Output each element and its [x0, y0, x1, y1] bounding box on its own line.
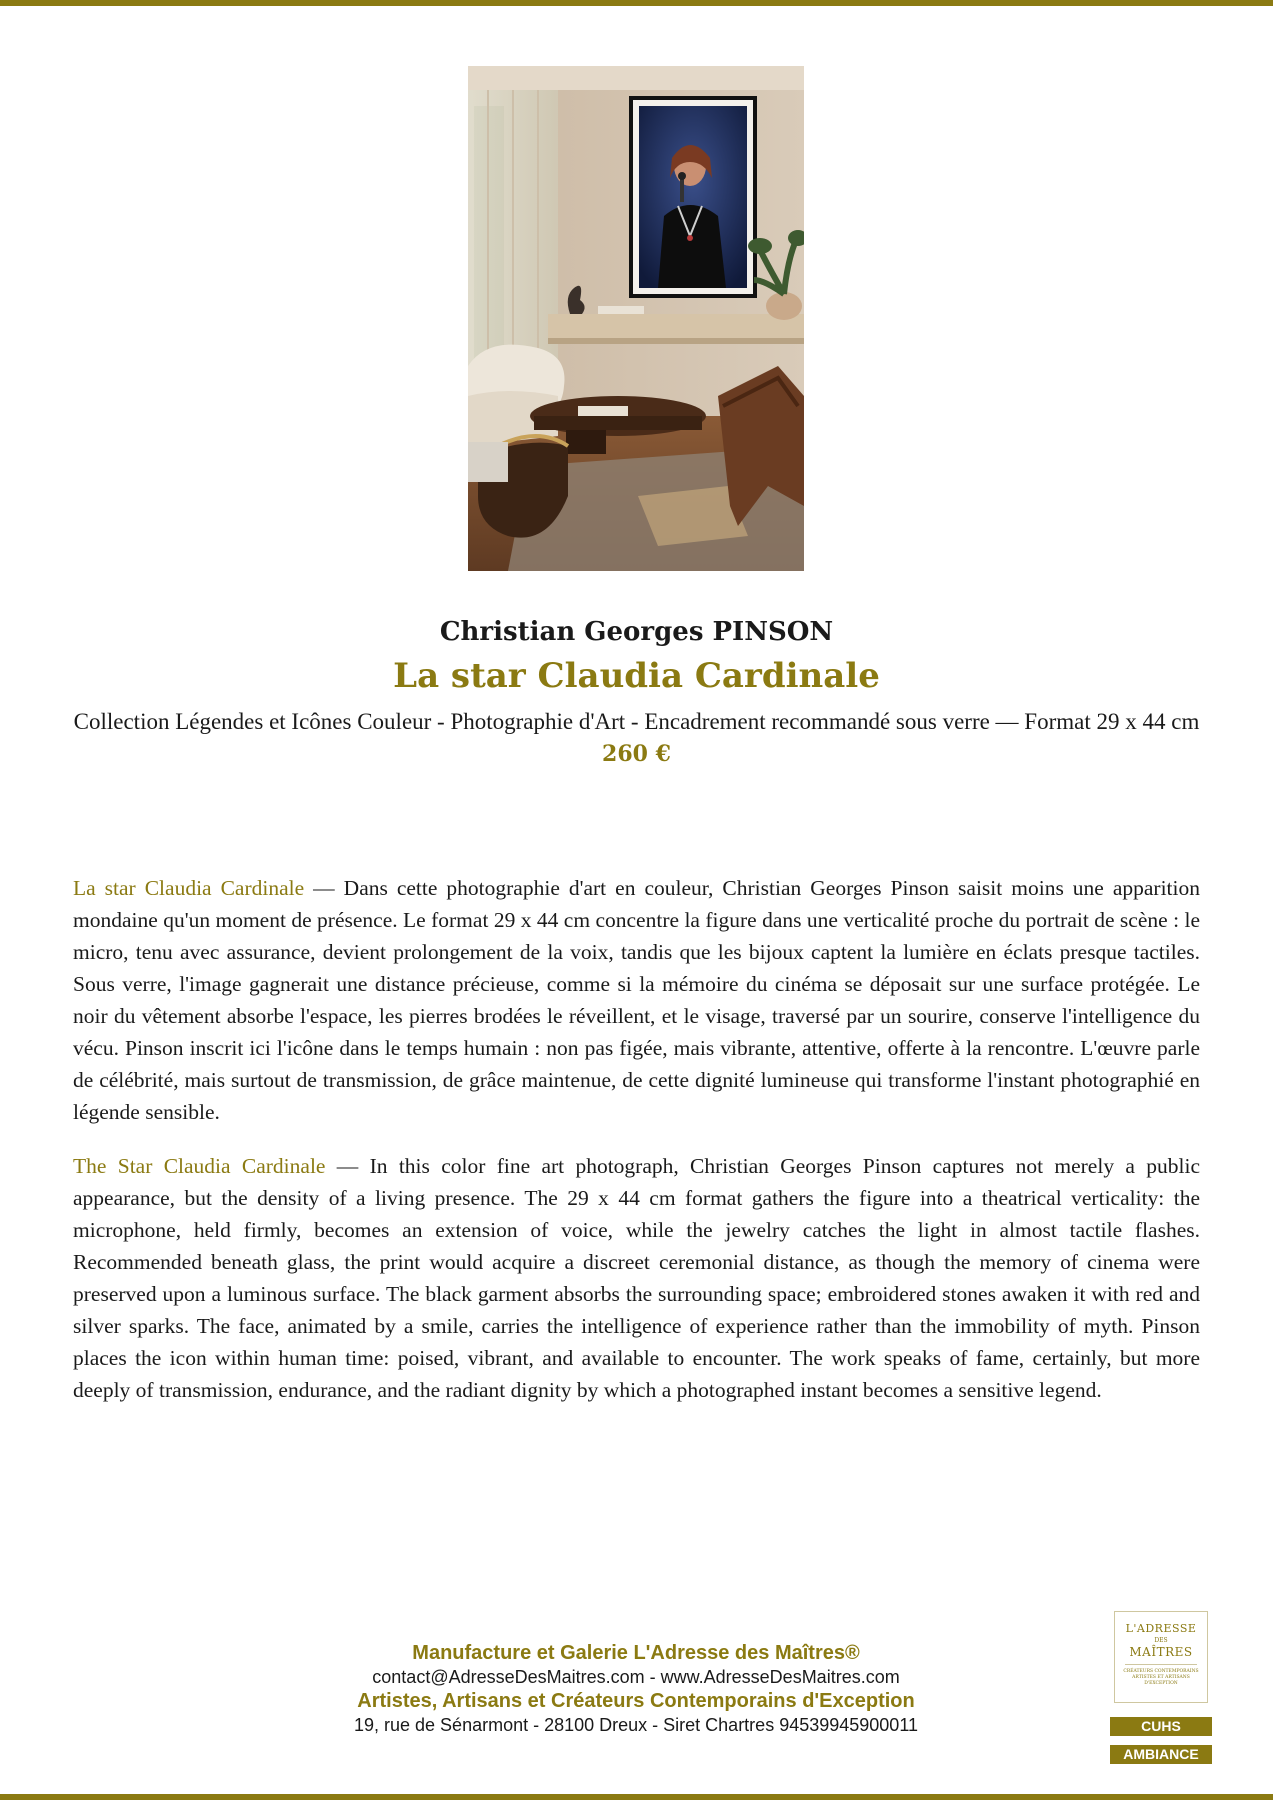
- artist-name: Christian Georges PINSON: [439, 617, 834, 647]
- logo-line-1: L'ADRESSE: [1125, 1622, 1197, 1635]
- gallery-tagline: Artistes, Artisans et Créateurs Contemporains d'Exception: [357, 1690, 915, 1712]
- gallery-footer: [300, 1640, 972, 1736]
- artwork-price: 260 €: [602, 741, 671, 767]
- artwork-header: [60, 612, 1213, 770]
- description-english-lead: The Star Claudia Cardinale: [73, 1154, 326, 1178]
- description-english-text: — In this color fine art photograph, Christian Georges Pinson captures not merely a public appearance, but the density of a living presence. The 29 x 44 cm format gathers the figure into a theatrical verticality: the microphone, held firmly, becomes an extension of voice, while the jewelry catches the light in almost tactile flashes. Recommended beneath glass, the print would acquire a discreet ceremonial distance, as though the memory of cinema were preserved upon a luminous surface. The black garment absorbs the surrounding space; embroidered stones awaken it with red and silver sparks. The face, animated by a smile, carries the intelligence of experience rather than the immobility of myth. Pinson places the icon within human time: poised, vibrant, and available to encounter. The work speaks of fame, certainly, but more deeply of transmission, endurance, and the radiant dignity by which a photographed instant becomes a sensitive legend.: [73, 1154, 1200, 1402]
- logo-line-4: CRÉATEURS CONTEMPORAINS ARTISTES ET ARTISANS D'EXCEPTION: [1123, 1669, 1199, 1686]
- gallery-contact: contact@AdresseDesMaitres.com - www.AdresseDesMaitres.com: [372, 1667, 900, 1687]
- gallery-name: Manufacture et Galerie L'Adresse des Maîtres®: [412, 1642, 860, 1664]
- cuhs-badge: CUHS: [1110, 1717, 1212, 1736]
- artwork-room-photo: [468, 66, 804, 571]
- description-english: [73, 1150, 1200, 1406]
- logo-line-2: DES: [1154, 1637, 1168, 1644]
- top-accent-bar: [0, 0, 1273, 6]
- ambiance-badge: AMBIANCE: [1110, 1745, 1212, 1764]
- description-french-lead: La star Claudia Cardinale: [73, 876, 305, 900]
- logo-divider: [1125, 1664, 1197, 1665]
- artwork-title: La star Claudia Cardinale: [393, 656, 880, 696]
- description-french: [73, 872, 1200, 1128]
- description-french-text: — Dans cette photographie d'art en couleur, Christian Georges Pinson saisit moins une apparition mondaine qu'un moment de présence. Le format 29 x 44 cm concentre la figure dans une verticalité proche du portrait de scène : le micro, tenu avec assurance, devient prolongement de la voix, tandis que les bijoux captent la lumière en éclats presque tactiles. Sous verre, l'image gagnerait une distance précieuse, comme si la mémoire du cinéma se déposait sur une surface protégée. Le noir du vêtement absorbe l'espace, les pierres brodées le réveillent, et le visage, traversé par un sourire, conserve l'intelligence du vécu. Pinson inscrit ici l'icône dans le temps humain : non pas figée, mais vibrante, attentive, offerte à la rencontre. L'œuvre parle de célébrité, mais surtout de transmission, de grâce maintenue, de cette dignité lumineuse qui transforme l'instant photographié en légende sensible.: [73, 876, 1201, 1124]
- bottom-accent-bar: [0, 1794, 1273, 1800]
- gallery-address: 19, rue de Sénarmont - 28100 Dreux - Siret Chartres 94539945900011: [353, 1715, 919, 1735]
- artwork-description: [73, 872, 1200, 1428]
- gallery-logo: [1114, 1611, 1208, 1703]
- artwork-subtitle: Collection Légendes et Icônes Couleur - Photographie d'Art - Encadrement recommandé sous verre — Format 29 x 44 cm: [73, 709, 1200, 734]
- logo-line-3: MAÎTRES: [1129, 1645, 1193, 1659]
